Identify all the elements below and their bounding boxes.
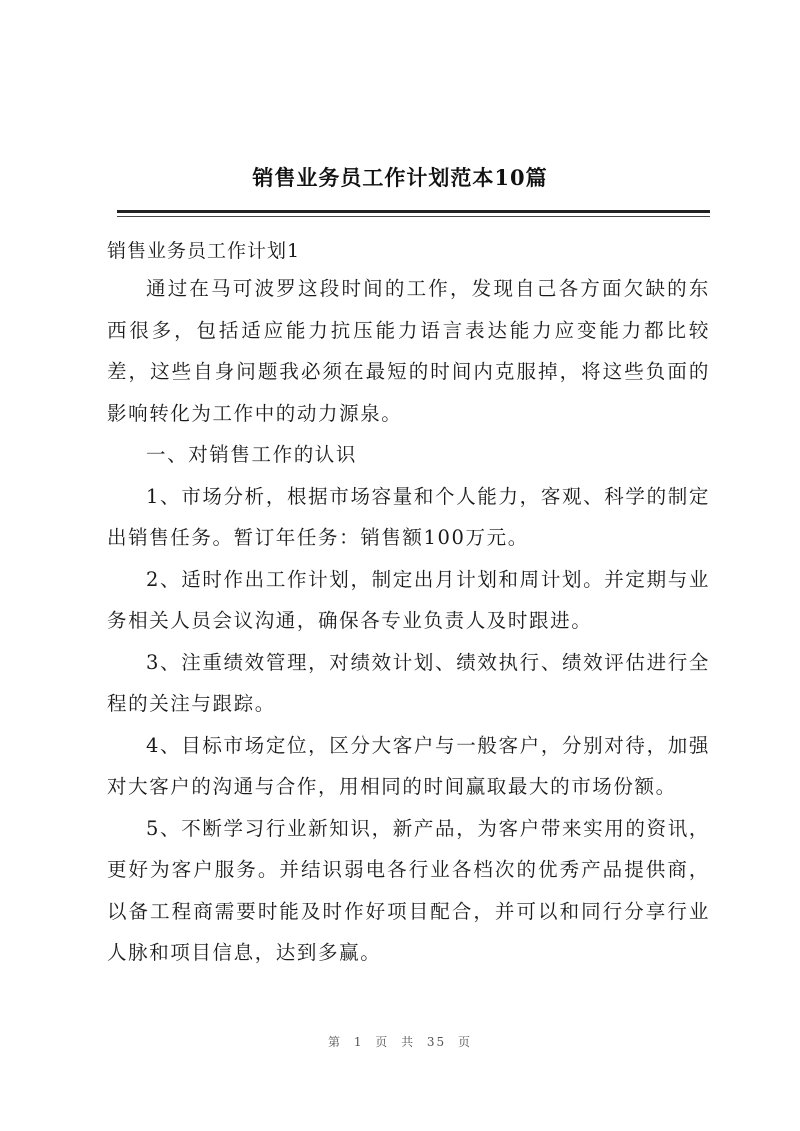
title-divider-thin (117, 216, 710, 217)
paragraph-item-1: 1、市场分析，根据市场容量和个人能力，客观、科学的制定出销售任务。暂订年任务：销售额100万元。 (107, 484, 710, 549)
document-body (107, 268, 710, 974)
paragraph-item-3: 3、注重绩效管理，对绩效计划、绩效执行、绩效评估进行全程的关注与跟踪。 (107, 650, 710, 715)
page-number-footer: 第 1 页 共 35 页 (328, 1035, 472, 1049)
paragraph-subheading: 一、对销售工作的认识 (146, 443, 358, 466)
title-divider-thick (117, 210, 710, 213)
paragraph-item-5: 5、不断学习行业新知识，新产品，为客户带来实用的资讯，更好为客户服务。并结识弱电各行业各档次的优秀产品提供商，以备工程商需要时能及时作好项目配合，并可以和同行分享行业人脉和项目信息，达到多赢。 (107, 816, 710, 964)
document-title: 销售业务员工作计划范本10篇 (252, 165, 548, 190)
paragraph-intro: 通过在马可波罗这段时间的工作，发现自己各方面欠缺的东西很多，包括适应能力抗压能力语言表达能力应变能力都比较差，这些自身问题我必须在最短的时间内克服掉，将这些负面的影响转化为工作中的动力源泉。 (107, 277, 710, 425)
paragraph-item-2: 2、适时作出工作计划，制定出月计划和周计划。并定期与业务相关人员会议沟通，确保各专业负责人及时跟进。 (107, 567, 710, 632)
paragraph-item-4: 4、目标市场定位，区分大客户与一般客户，分别对待，加强对大客户的沟通与合作，用相同的时间赢取最大的市场份额。 (107, 733, 710, 798)
section-heading: 销售业务员工作计划1 (107, 240, 301, 262)
